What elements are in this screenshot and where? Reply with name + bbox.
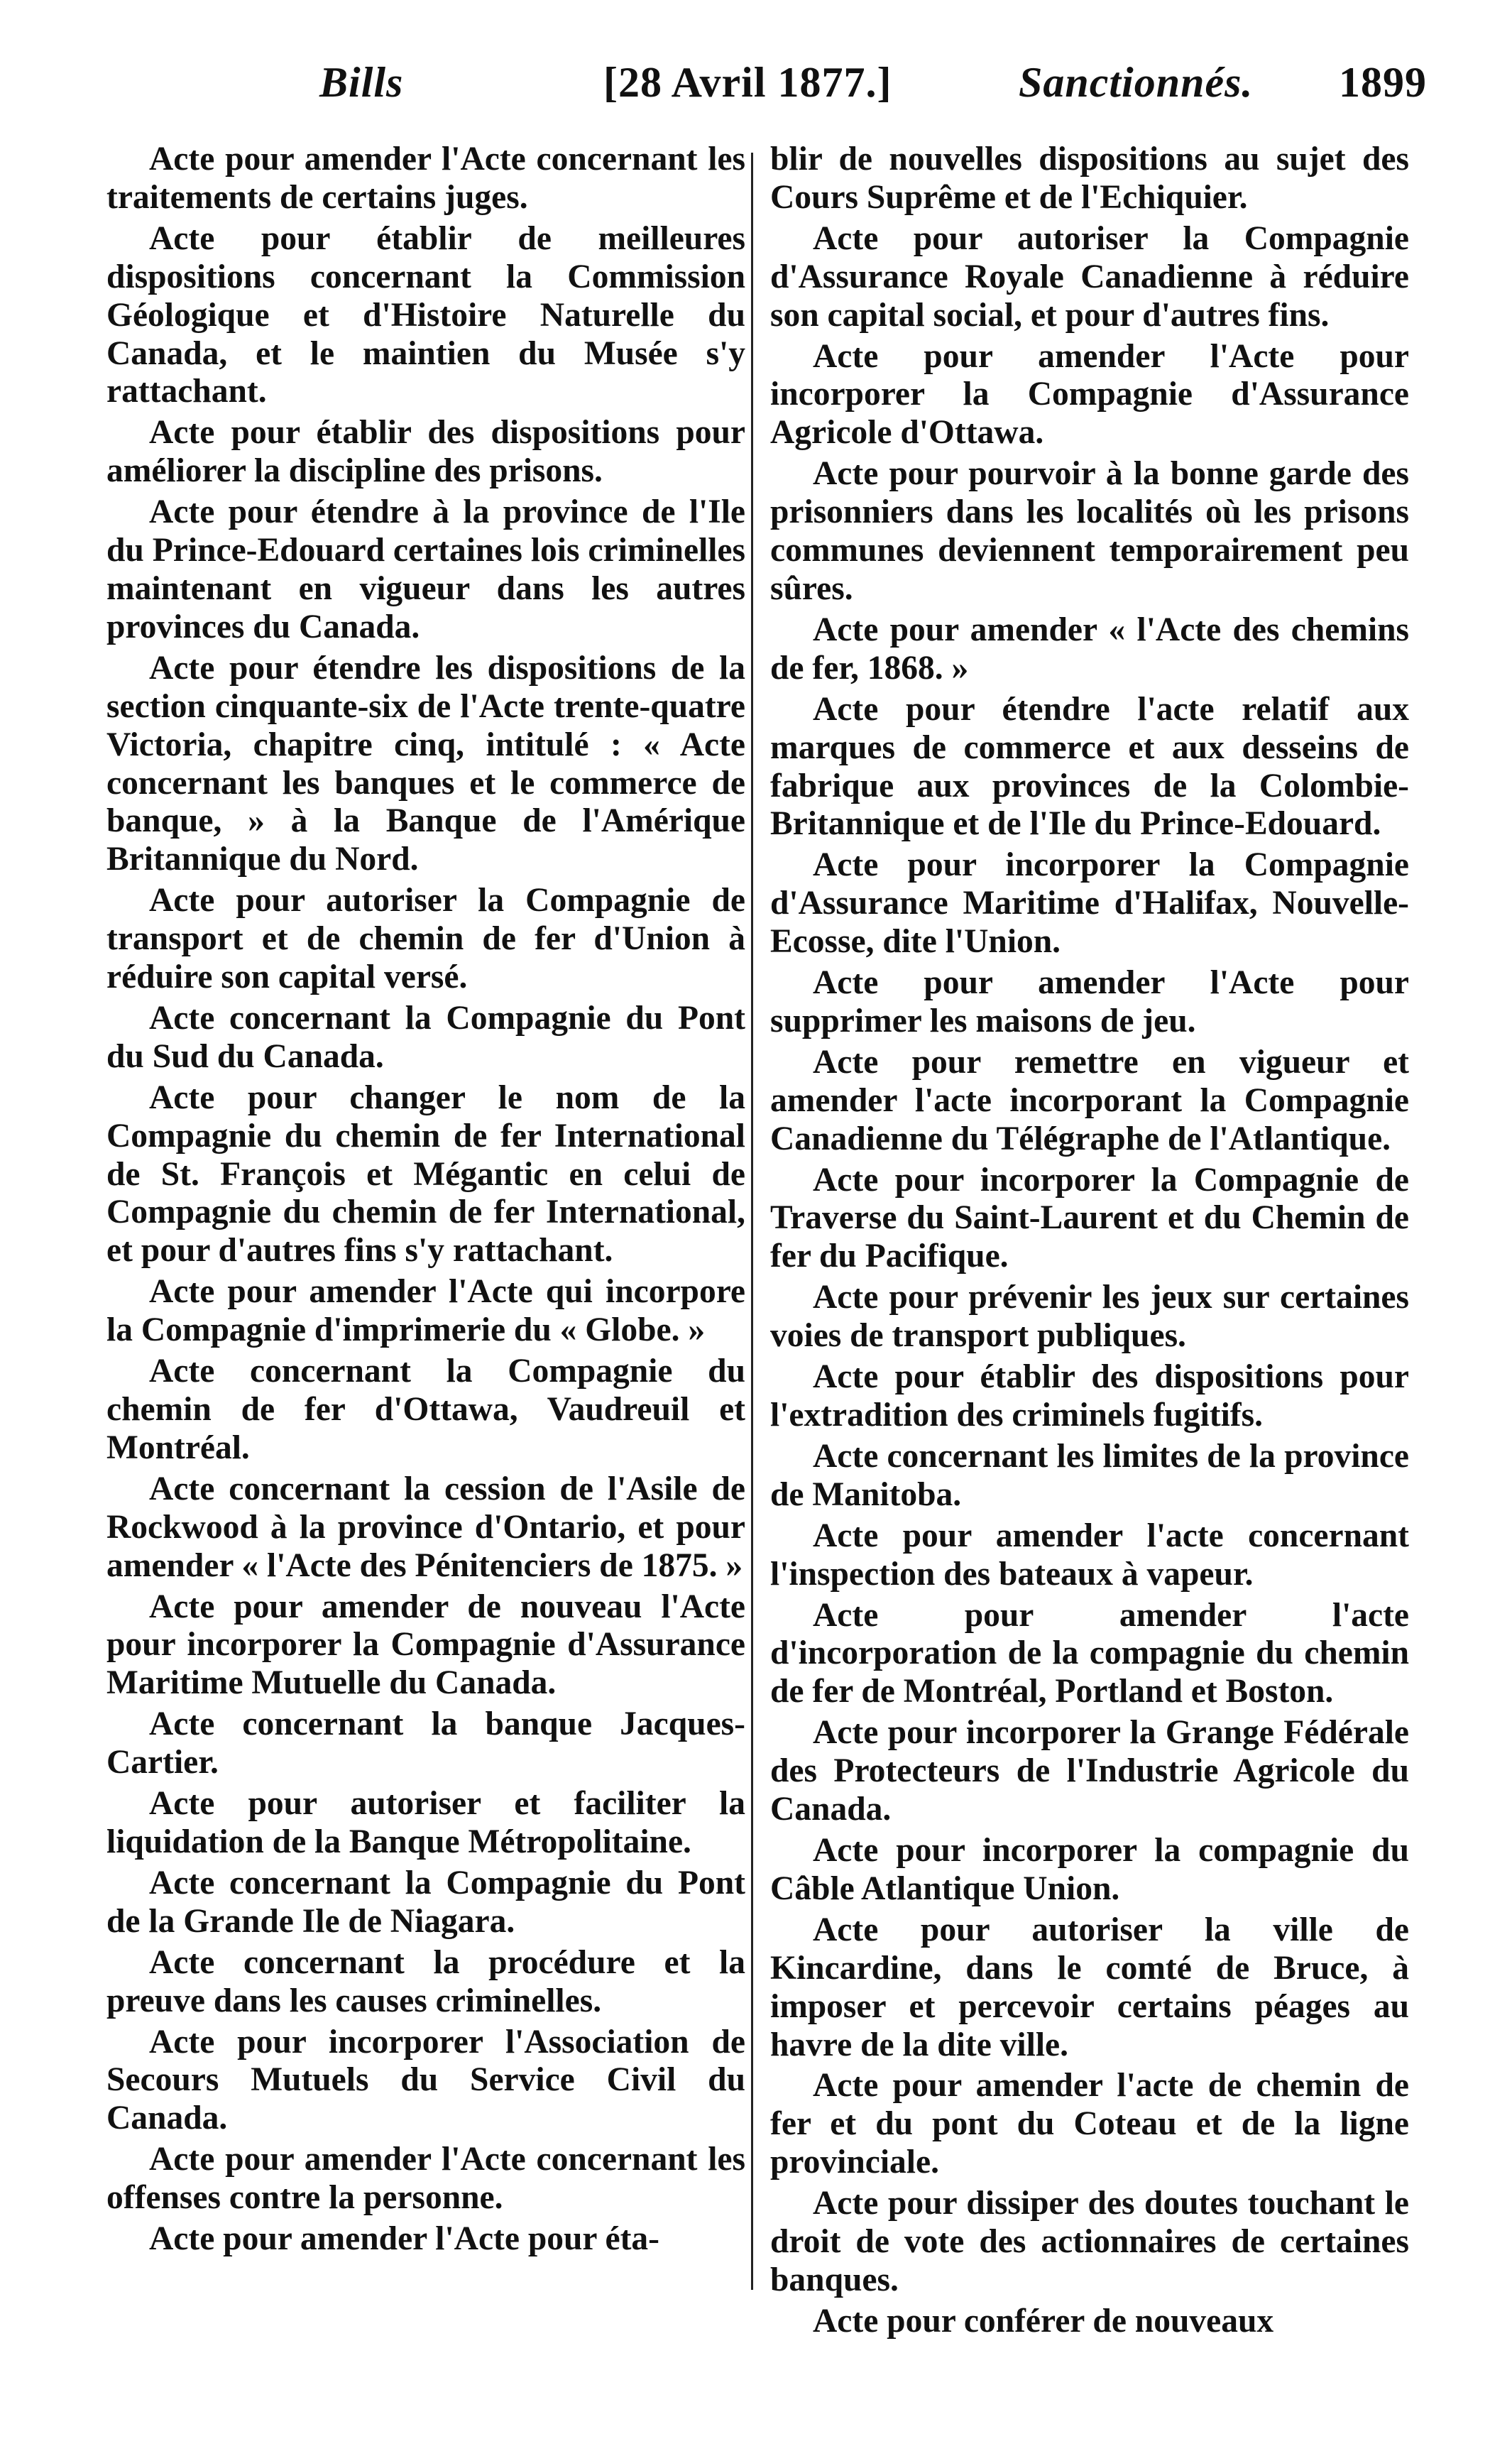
bill-entry: Acte pour incorporer la Grange Fédérale des Protecteurs de l'Industrie Agricole du Canada. (770, 1714, 1409, 1828)
bill-entry: Acte pour étendre l'acte relatif aux marques de commerce et aux desseins de fabrique aux provinces de la Colombie-Britannique et de l'Ile du Prince-Edouard. (770, 690, 1409, 843)
header-status: Sanctionnés. (1019, 59, 1254, 106)
bill-entry-continued: blir de nouvelles dispositions au sujet des Cours Suprême et de l'Echiquier. (770, 141, 1409, 216)
bill-entry: Acte concernant la procédure et la preuve dans les causes criminelles. (106, 1943, 745, 2019)
bill-entry: Acte pour incorporer la Compagnie d'Assurance Maritime d'Halifax, Nouvelle-Ecosse, dite l'Union. (770, 846, 1409, 961)
left-column (106, 141, 745, 2261)
bill-entry: Acte pour incorporer la Compagnie de Traverse du Saint-Laurent et du Chemin de fer du Pacifique. (770, 1161, 1409, 1275)
bill-entry: Acte pour amender l'Acte pour éta- (149, 2220, 659, 2258)
bill-entry: Acte pour amender l'Acte pour incorporer la Compagnie d'Assurance Agricole d'Ottawa. (770, 337, 1409, 452)
bill-entry: Acte pour étendre à la province de l'Ile du Prince-Edouard certaines lois criminelles maintenant en vigueur dans les autres provinces du Canada. (106, 493, 745, 645)
bill-entry: Acte concernant la banque Jacques-Cartier. (106, 1705, 745, 1781)
bill-entry: Acte pour autoriser la Compagnie d'Assurance Royale Canadienne à réduire son capital social, et pour d'autres fins. (770, 219, 1409, 334)
bill-entry: Acte pour amender de nouveau l'Acte pour incorporer la Compagnie d'Assurance Maritime Mutuelle du Canada. (106, 1588, 745, 1702)
bill-entry: Acte pour amender l'acte d'incorporation de la compagnie du chemin de fer de Montréal, Portland et Boston. (770, 1596, 1409, 1710)
bill-entry: Acte pour étendre les dispositions de la section cinquante-six de l'Acte trente-quatre Victoria, chapitre cinq, intitulé : « Acte concernant les banques et le commerce de banque, » à la Banque de l'Amérique Britannique du Nord. (106, 649, 745, 878)
bill-entry: Acte pour établir de meilleures dispositions concernant la Commission Géologique et d'Histoire Naturelle du Canada, et le maintien du Musée s'y rattachant. (106, 219, 745, 410)
bill-entry: Acte concernant les limites de la province de Manitoba. (770, 1437, 1409, 1513)
bill-entry: Acte concernant la cession de l'Asile de Rockwood à la province d'Ontario, et pour amender « l'Acte des Pénitenciers de 1875. » (106, 1470, 745, 1584)
page-header (106, 58, 1427, 122)
right-column (770, 141, 1409, 2344)
bill-entry: Acte pour dissiper des doutes touchant le droit de vote des actionnaires de certaines banques. (770, 2185, 1409, 2298)
header-date: [28 Avril 1877.] (603, 59, 892, 106)
bill-entry: Acte concernant la Compagnie du Pont de la Grande Ile de Niagara. (106, 1864, 745, 1940)
bill-entry: Acte pour autoriser la ville de Kincardine, dans le comté de Bruce, à imposer et percevoir certains péages au havre de la dite ville. (770, 1911, 1409, 2063)
bill-entry: Acte pour amender l'acte de chemin de fer et du pont du Coteau et de la ligne provinciale. (770, 2067, 1409, 2181)
bill-entry: Acte pour incorporer l'Association de Secours Mutuels du Service Civil du Canada. (106, 2023, 745, 2137)
bill-entry: Acte pour amender l'acte concernant l'inspection des bateaux à vapeur. (770, 1517, 1409, 1593)
bill-entry: Acte pour amender l'Acte qui incorpore la Compagnie d'imprimerie du « Globe. » (106, 1273, 745, 1349)
bill-entry: Acte concernant la Compagnie du chemin de fer d'Ottawa, Vaudreuil et Montréal. (106, 1353, 745, 1466)
bill-entry: Acte pour établir des dispositions pour l'extradition des criminels fugitifs. (770, 1358, 1409, 1434)
bill-entry: Acte pour amender « l'Acte des chemins de fer, 1868. » (770, 611, 1409, 687)
bill-entry: Acte pour amender l'Acte pour supprimer les maisons de jeu. (770, 964, 1409, 1039)
bill-entry: Acte pour autoriser et faciliter la liquidation de la Banque Métropolitaine. (106, 1785, 745, 1860)
bill-entry: Acte pour autoriser la Compagnie de transport et de chemin de fer d'Union à réduire son capital versé. (106, 882, 745, 996)
bill-entry: Acte pour changer le nom de la Compagnie du chemin de fer International de St. François et Mégantic en celui de Compagnie du chemin de fer International, et pour d'autres fins s'y rattachant. (106, 1079, 745, 1270)
header-section-title: Bills (319, 59, 404, 106)
bill-entry: Acte pour amender l'Acte concernant les offenses contre la personne. (106, 2141, 745, 2217)
bill-entry: Acte pour pourvoir à la bonne garde des prisonniers dans les localités où les prisons communes deviennent temporairement peu sûres. (770, 455, 1409, 607)
bill-entry: Acte pour incorporer la compagnie du Câble Atlantique Union. (770, 1831, 1409, 1907)
column-divider (751, 153, 753, 2290)
bill-entry: Acte pour conférer de nouveaux (813, 2302, 1274, 2340)
bill-entry: Acte pour amender l'Acte concernant les traitements de certains juges. (106, 141, 745, 216)
bill-entry: Acte pour prévenir les jeux sur certaines voies de transport publiques. (770, 1279, 1409, 1355)
bill-entry: Acte pour remettre en vigueur et amender l'acte incorporant la Compagnie Canadienne du Télégraphe de l'Atlantique. (770, 1043, 1409, 1157)
bill-entry: Acte pour établir des dispositions pour améliorer la discipline des prisons. (106, 414, 745, 490)
bill-entry: Acte concernant la Compagnie du Pont du Sud du Canada. (106, 999, 745, 1075)
page-number: 1899 (1339, 59, 1427, 106)
